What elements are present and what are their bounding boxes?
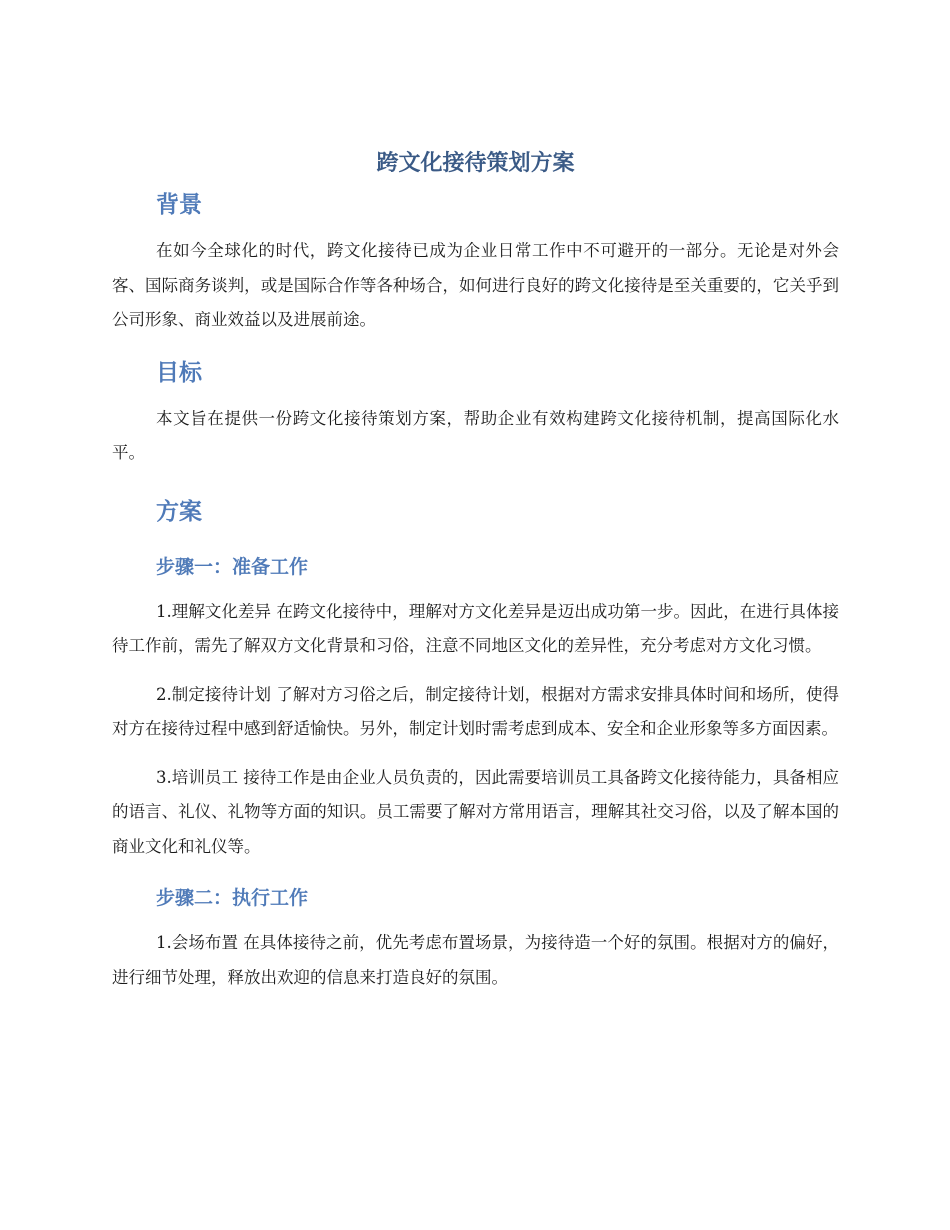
step-one-item-3: 3.培训员工 接待工作是由企业人员负责的，因此需要培训员工具备跨文化接待能力，具备相应的语言、礼仪、礼物等方面的知识。员工需要了解对方常用语言，理解其社交习俗，以及了解本国的商业文化和礼仪等。 <box>112 767 839 856</box>
section-heading-background: 背景 <box>156 192 202 218</box>
step-two-item-1: 1.会场布置 在具体接待之前，优先考虑布置场景，为接待造一个好的氛围。根据对方的偏好，进行细节处理，释放出欢迎的信息来打造良好的氛围。 <box>112 933 839 987</box>
step-one-heading: 步骤一：准备工作 <box>156 555 309 578</box>
goal-paragraph: 本文旨在提供一份跨文化接待策划方案，帮助企业有效构建跨文化接待机制，提高国际化水平。 <box>112 408 839 462</box>
step-one-item-2: 2.制定接待计划 了解对方习俗之后，制定接待计划，根据对方需求安排具体时间和场所，使得对方在接待过程中感到舒适愉快。另外，制定计划时需考虑到成本、安全和企业形象等多方面因素。 <box>112 684 839 738</box>
document-title: 跨文化接待策划方案 <box>376 151 575 176</box>
section-heading-goal: 目标 <box>156 359 202 386</box>
document-content <box>112 148 839 995</box>
step-one-item-1: 1.理解文化差异 在跨文化接待中，理解对方文化差异是迈出成功第一步。因此，在进行具体接待工作前，需先了解双方文化背景和习俗，注意不同地区文化的差异性，充分考虑对方文化习惯。 <box>112 601 839 655</box>
section-heading-plan: 方案 <box>156 498 202 525</box>
background-paragraph: 在如今全球化的时代，跨文化接待已成为企业日常工作中不可避开的一部分。无论是对外会客、国际商务谈判，或是国际合作等各种场合，如何进行良好的跨文化接待是至关重要的，它关乎到公司形象、商业效益以及进展前途。 <box>112 241 839 329</box>
step-two-heading: 步骤二：执行工作 <box>156 887 309 909</box>
